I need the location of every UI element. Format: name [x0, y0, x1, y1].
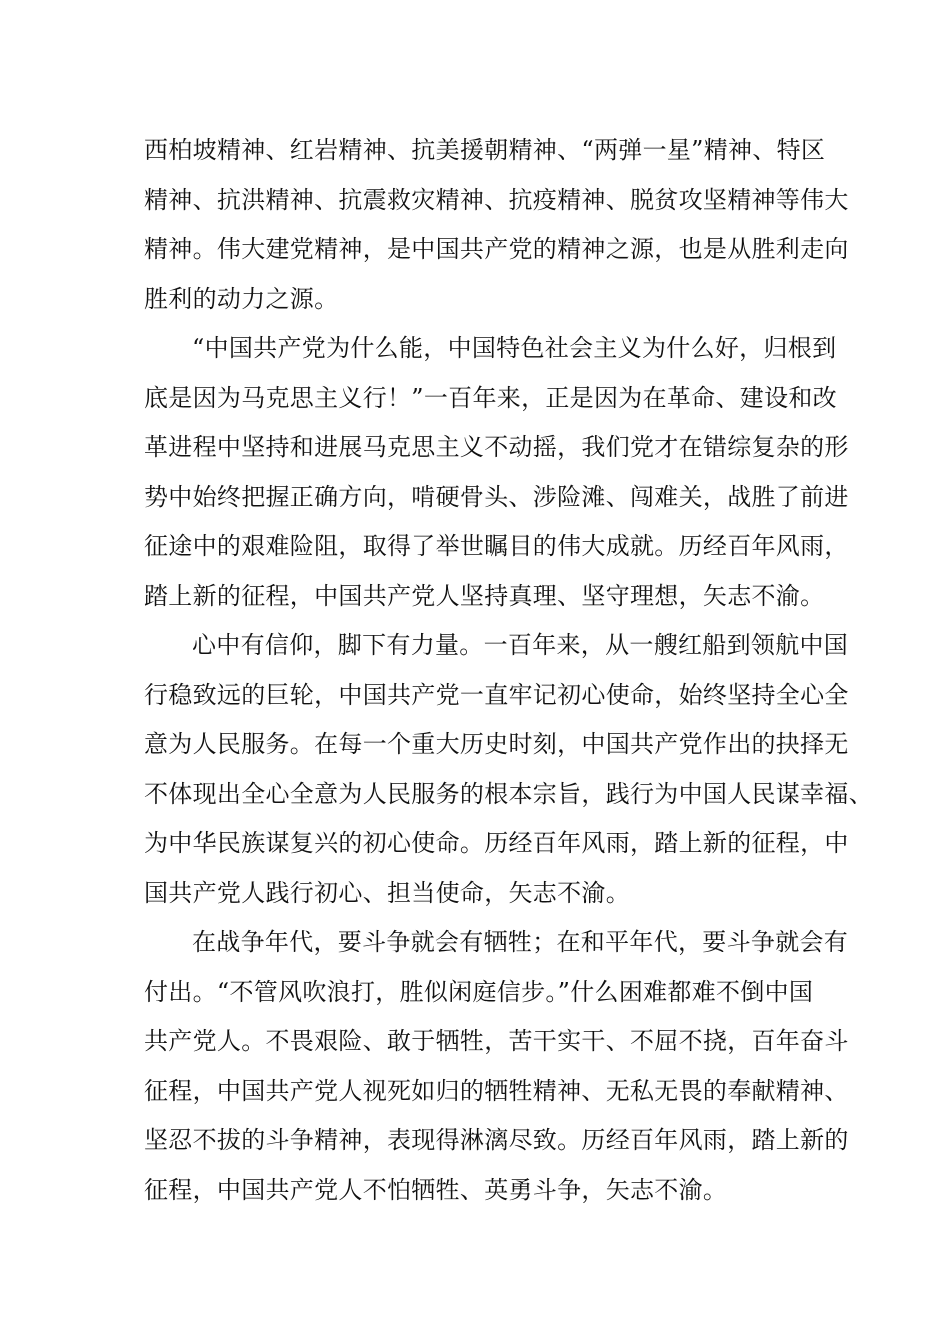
text-line: 征程，中国共产党人视死如归的牺牲精神、无私无畏的奉献精神、: [144, 1076, 849, 1105]
text-line: 共产党人。不畏艰险、敢于牺牲，苦干实干、不屈不挠，百年奋斗: [144, 1027, 849, 1055]
text-line: “中国共产党为什么能，中国特色社会主义为什么好，归根到: [192, 334, 837, 362]
text-line: 在战争年代，要斗争就会有牺牲；在和平年代，要斗争就会有: [192, 928, 849, 956]
text-line: 征途中的艰难险阻，取得了举世瞩目的伟大成就。历经百年风雨，: [144, 532, 849, 560]
text-line: 心中有信仰，脚下有力量。一百年来，从一艘红船到领航中国: [192, 631, 849, 659]
text-line: 国共产党人践行初心、担当使命，矢志不渝。: [144, 878, 630, 907]
text-line: 征程，中国共产党人不怕牺牲、英勇斗争，矢志不渝。: [144, 1175, 728, 1204]
text-line: 意为人民服务。在每一个重大历史时刻，中国共产党作出的抉择无: [144, 730, 849, 758]
text-line: 势中始终把握正确方向，啃硬骨头、涉险滩、闯难关，战胜了前进: [144, 482, 849, 511]
text-line: 行稳致远的巨轮，中国共产党一直牢记初心使命，始终坚持全心全: [144, 680, 849, 709]
text-line: 坚忍不拔的斗争精神，表现得淋漓尽致。历经百年风雨，踏上新的: [144, 1126, 849, 1154]
text-line: 精神。伟大建党精神，是中国共产党的精神之源，也是从胜利走向: [144, 235, 849, 263]
text-line: 底是因为马克思主义行！”一百年来，正是因为在革命、建设和改: [144, 383, 837, 412]
text-line: 为中华民族谋复兴的初心使命。历经百年风雨，踏上新的征程，中: [144, 829, 849, 857]
text-line: 付出。“不管风吹浪打，胜似闲庭信步。”什么困难都难不倒中国: [144, 977, 814, 1006]
document-body: [144, 126, 873, 1215]
text-line: 踏上新的征程，中国共产党人坚持真理、坚守理想，矢志不渝。: [144, 581, 825, 610]
text-line: 胜利的动力之源。: [144, 284, 339, 313]
text-line: 革进程中坚持和进展马克思主义不动摇，我们党才在错综复杂的形: [144, 433, 849, 461]
text-line: 精神、抗洪精神、抗震救灾精神、抗疫精神、脱贫攻坚精神等伟大: [144, 185, 849, 214]
text-line: 不体现出全心全意为人民服务的根本宗旨，践行为中国人民谋幸福、: [144, 779, 873, 808]
text-line: 西柏坡精神、红岩精神、抗美援朝精神、“两弹一星”精神、特区: [144, 136, 826, 164]
